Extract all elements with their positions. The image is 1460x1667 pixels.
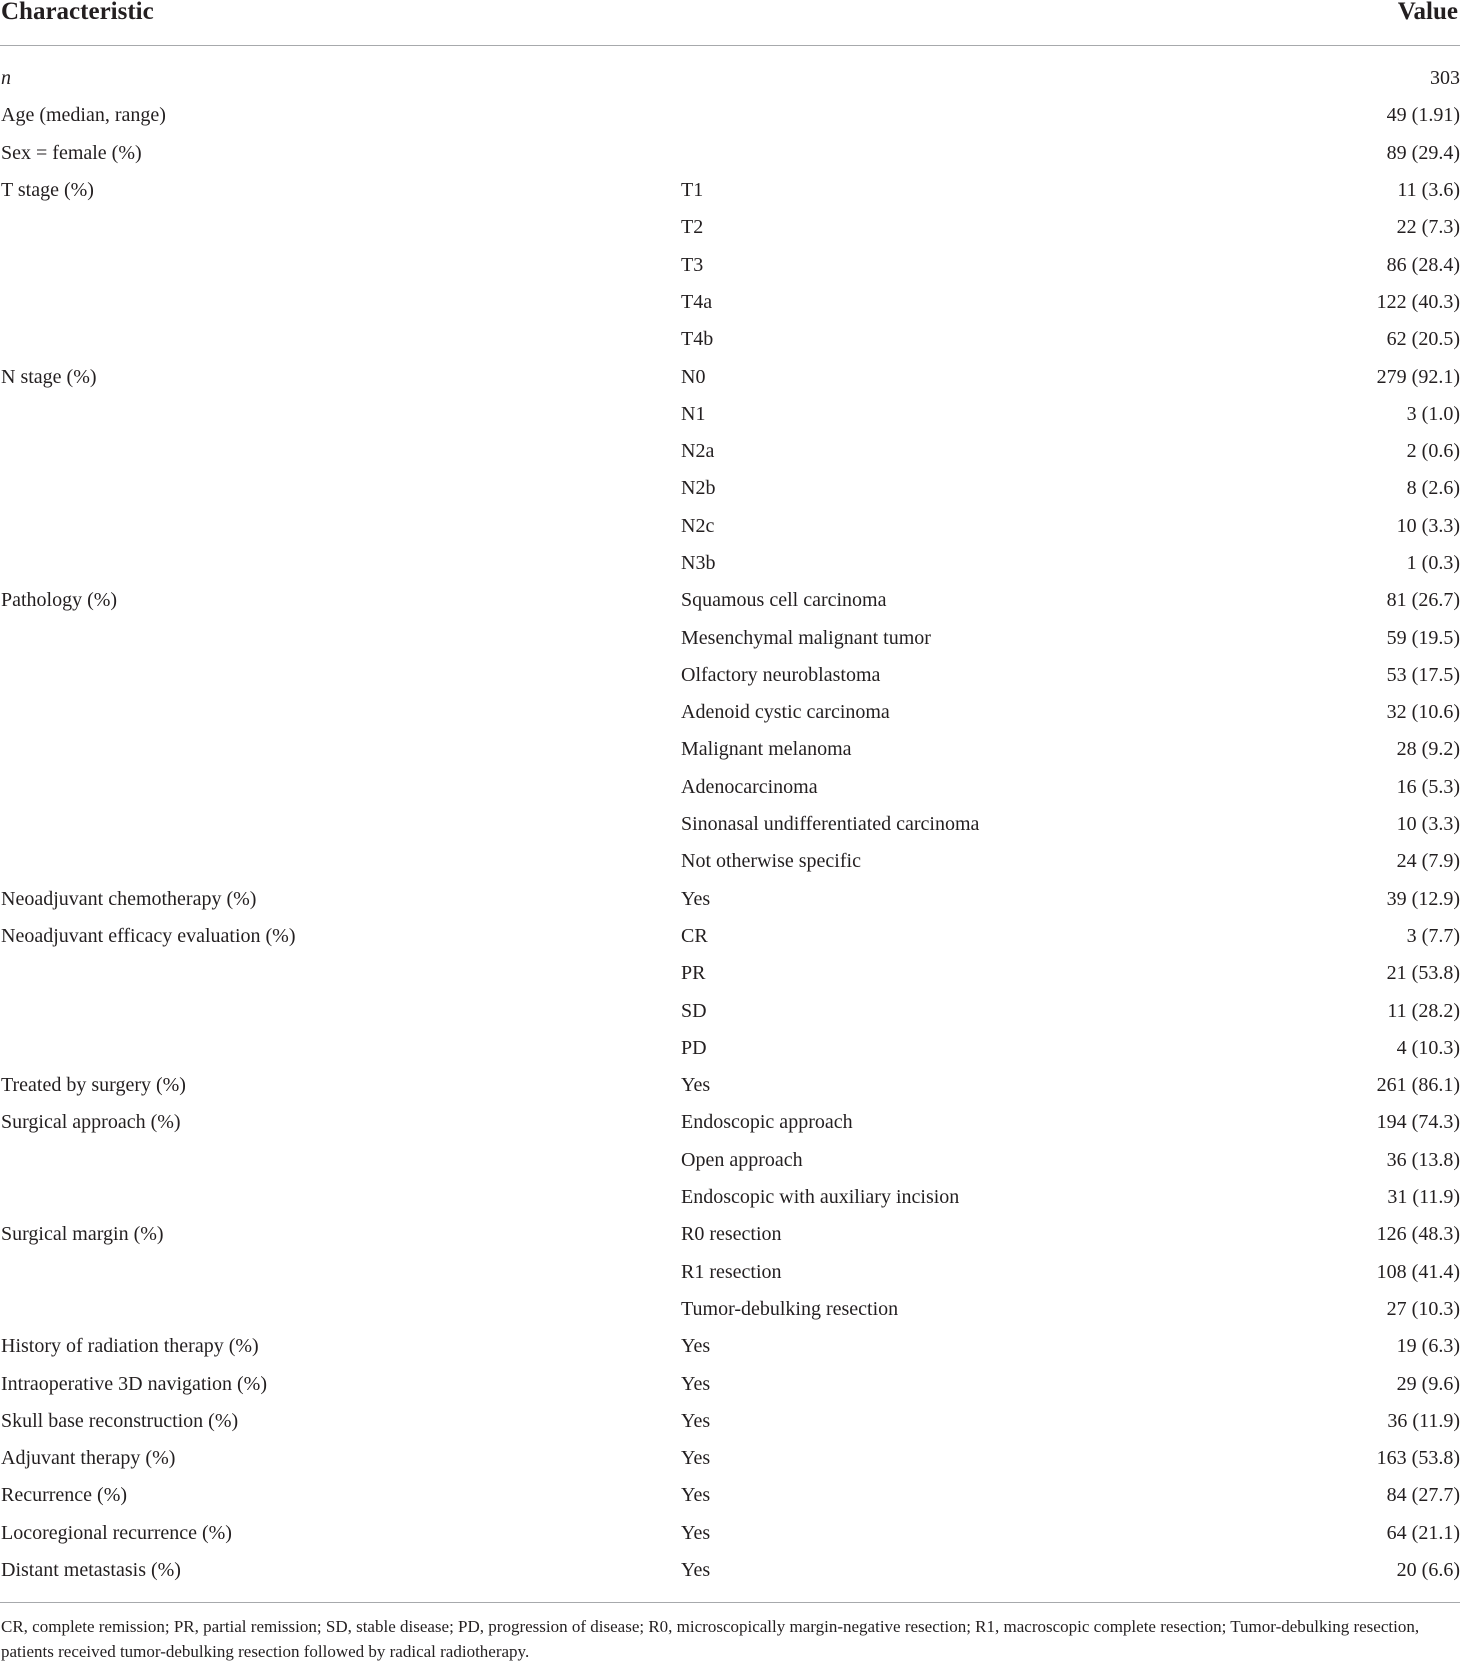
cell-value: 3 (1.0) [1406, 402, 1460, 425]
cell-characteristic [0, 284, 681, 321]
cell-subgroup: Yes [681, 1372, 711, 1395]
cell-subgroup: N3b [681, 552, 716, 574]
table-row [0, 1030, 1460, 1067]
cell-subgroup [681, 97, 1281, 134]
cell-value: 194 (74.3) [1376, 1111, 1460, 1134]
cell-value-wrapper [1281, 396, 1460, 433]
table-row [0, 358, 1460, 395]
cell-subgroup: Yes [681, 887, 711, 910]
cell-subgroup: T4b [681, 328, 714, 351]
cell-value: 10 (3.3) [1396, 813, 1460, 836]
cell-subgroup: T2 [681, 216, 704, 239]
cell-value-wrapper [1281, 1254, 1460, 1291]
header-subgroup [681, 0, 1281, 46]
cell-value: 36 (11.9) [1387, 1409, 1460, 1432]
cell-subgroup: Yes [681, 1074, 711, 1097]
cell-characteristic: Recurrence (%) [1, 1484, 128, 1507]
cell-value-wrapper [1281, 545, 1460, 582]
cell-value: 19 (6.3) [1396, 1335, 1460, 1358]
cell-subgroup: Tumor-debulking resection [681, 1297, 899, 1320]
cell-characteristic [0, 321, 681, 358]
table-row [0, 60, 1460, 97]
table-row [0, 769, 1460, 806]
table-header-row [0, 0, 1460, 46]
header-characteristic: Characteristic [0, 0, 681, 46]
cell-characteristic: Pathology (%) [1, 589, 118, 612]
cell-characteristic [0, 1030, 681, 1067]
cell-value: 29 (9.6) [1396, 1372, 1460, 1395]
cell-characteristic [0, 806, 681, 843]
cell-value-wrapper [1281, 843, 1460, 880]
table-row [0, 470, 1460, 507]
cell-value: 81 (26.7) [1386, 589, 1460, 612]
cell-value: 122 (40.3) [1376, 290, 1460, 313]
cell-value: 16 (5.3) [1396, 775, 1460, 798]
cell-value: 27 (10.3) [1386, 1297, 1460, 1320]
cell-value-wrapper [1281, 1328, 1460, 1365]
cell-subgroup: Yes [681, 1484, 711, 1507]
cell-subgroup: Adenocarcinoma [681, 775, 818, 798]
cell-characteristic [0, 657, 681, 694]
table-row [0, 545, 1460, 582]
cell-value: 53 (17.5) [1386, 663, 1460, 686]
cell-characteristic [0, 1291, 681, 1328]
cell-subgroup: N0 [681, 365, 706, 388]
cell-value: 3 (7.7) [1406, 924, 1460, 947]
cell-subgroup: Yes [681, 1335, 711, 1358]
cell-characteristic [0, 731, 681, 768]
cell-value-wrapper [1281, 694, 1460, 731]
cell-characteristic [0, 1254, 681, 1291]
table-row [0, 992, 1460, 1029]
cell-value: 49 (1.91) [1386, 104, 1460, 127]
cell-value-wrapper [1281, 433, 1460, 470]
cell-value-wrapper [1281, 1552, 1460, 1589]
table-row [0, 1254, 1460, 1291]
cell-characteristic [0, 433, 681, 470]
cell-characteristic [0, 694, 681, 731]
cell-characteristic: Distant metastasis (%) [1, 1559, 181, 1582]
table-row [0, 881, 1460, 918]
cell-value: 261 (86.1) [1376, 1074, 1460, 1097]
cell-value: 11 (28.2) [1387, 999, 1460, 1022]
cell-characteristic [0, 209, 681, 246]
table-row [0, 619, 1460, 656]
table-row [0, 918, 1460, 955]
cell-subgroup: R1 resection [681, 1260, 782, 1283]
cell-value-wrapper [1281, 97, 1460, 134]
cell-subgroup: Yes [681, 1521, 711, 1544]
cell-value-wrapper [1281, 172, 1460, 209]
table-row [0, 396, 1460, 433]
cell-characteristic [0, 992, 681, 1029]
cell-subgroup: Open approach [681, 1148, 803, 1171]
cell-subgroup: N2c [681, 514, 715, 537]
cell-value-wrapper [1281, 135, 1460, 172]
cell-subgroup: T1 [681, 179, 704, 202]
cell-value-wrapper [1281, 1216, 1460, 1253]
cell-value: 59 (19.5) [1386, 626, 1460, 649]
cell-value-wrapper [1281, 508, 1460, 545]
table-row [0, 1552, 1460, 1589]
cell-value-wrapper [1281, 60, 1460, 97]
cell-value: 28 (9.2) [1396, 738, 1460, 761]
cell-characteristic [0, 619, 681, 656]
cell-value: 108 (41.4) [1376, 1260, 1460, 1283]
cell-subgroup: Malignant melanoma [681, 738, 852, 761]
table-row [0, 955, 1460, 992]
cell-value: 64 (21.1) [1386, 1521, 1460, 1544]
cell-subgroup: Endoscopic with auxiliary incision [681, 1186, 960, 1209]
cell-subgroup: Yes [681, 1559, 711, 1582]
table-row [0, 843, 1460, 880]
cell-value-wrapper [1281, 358, 1460, 395]
table-row [0, 433, 1460, 470]
cell-value: 39 (12.9) [1386, 887, 1460, 910]
cell-value: 62 (20.5) [1386, 328, 1460, 351]
cell-value-wrapper [1281, 881, 1460, 918]
table-row [0, 172, 1460, 209]
table-row [0, 1328, 1460, 1365]
cell-value: 20 (6.6) [1396, 1559, 1460, 1582]
cell-subgroup: Mesenchymal malignant tumor [681, 626, 931, 649]
table-row [0, 284, 1460, 321]
table-row [0, 97, 1460, 134]
table-row [0, 246, 1460, 283]
cell-characteristic: Skull base reconstruction (%) [1, 1409, 239, 1432]
cell-characteristic [0, 545, 681, 582]
table-row [0, 1477, 1460, 1514]
cell-characteristic [0, 955, 681, 992]
cell-value-wrapper [1281, 1365, 1460, 1402]
cell-subgroup: Sinonasal undifferentiated carcinoma [681, 813, 980, 836]
table-row [0, 1104, 1460, 1141]
cell-subgroup: Not otherwise specific [681, 850, 861, 873]
cell-value: 10 (3.3) [1396, 514, 1460, 537]
table-row [0, 1216, 1460, 1253]
cell-characteristic: Locoregional recurrence (%) [1, 1521, 232, 1544]
cell-characteristic: Adjuvant therapy (%) [1, 1447, 176, 1470]
cell-value-wrapper [1281, 1067, 1460, 1104]
cell-subgroup: T3 [681, 253, 704, 276]
cell-value: 4 (10.3) [1396, 1036, 1460, 1059]
cell-characteristic: Treated by surgery (%) [1, 1074, 186, 1097]
cell-characteristic [0, 396, 681, 433]
cell-characteristic: History of radiation therapy (%) [1, 1335, 259, 1358]
table-row [0, 1142, 1460, 1179]
header-spacer [0, 46, 1460, 61]
table-row [0, 508, 1460, 545]
cell-value-wrapper [1281, 1291, 1460, 1328]
cell-value-wrapper [1281, 769, 1460, 806]
cell-subgroup: PD [681, 1036, 707, 1059]
cell-value: 126 (48.3) [1376, 1223, 1460, 1246]
cell-value: 303 [1430, 67, 1460, 90]
cell-subgroup [681, 60, 1281, 97]
cell-subgroup: PR [681, 962, 706, 985]
table-row [0, 694, 1460, 731]
table-row [0, 582, 1460, 619]
table-row [0, 321, 1460, 358]
table-row [0, 1365, 1460, 1402]
cell-value-wrapper [1281, 1515, 1460, 1552]
cell-value: 1 (0.3) [1406, 552, 1460, 574]
cell-characteristic [0, 1142, 681, 1179]
cell-subgroup [681, 135, 1281, 172]
cell-value-wrapper [1281, 470, 1460, 507]
cell-characteristic [0, 843, 681, 880]
cell-value: 86 (28.4) [1386, 253, 1460, 276]
cell-value: 24 (7.9) [1396, 850, 1460, 873]
cell-subgroup: N1 [681, 402, 706, 425]
cell-subgroup: CR [681, 924, 708, 947]
table-row [0, 731, 1460, 768]
table-row [0, 1440, 1460, 1477]
cell-characteristic: Sex = female (%) [1, 141, 142, 164]
cell-value-wrapper [1281, 1179, 1460, 1216]
cell-value-wrapper [1281, 1030, 1460, 1067]
cell-value-wrapper [1281, 1142, 1460, 1179]
cell-value-wrapper [1281, 918, 1460, 955]
cell-value-wrapper [1281, 284, 1460, 321]
cell-characteristic: Surgical approach (%) [1, 1111, 181, 1134]
table-row [0, 657, 1460, 694]
cell-subgroup: T4a [681, 290, 713, 313]
footnote-divider [0, 1602, 1460, 1603]
table-row [0, 1515, 1460, 1552]
cell-characteristic [0, 246, 681, 283]
cell-value: 32 (10.6) [1386, 701, 1460, 724]
cell-value-wrapper [1281, 1403, 1460, 1440]
cell-value: 89 (29.4) [1386, 141, 1460, 164]
table-footnote: CR, complete remission; PR, partial remission; SD, stable disease; PD, progression of disease; R0, microscopically margin-negative resection; R1, macroscopic complete resection; Tumor-debulking resection, patients received tumor-debulking resection followed by radical radiotherapy. [1, 1617, 1420, 1661]
cell-subgroup: Olfactory neuroblastoma [681, 663, 881, 686]
table-row [0, 209, 1460, 246]
cell-subgroup: Squamous cell carcinoma [681, 589, 887, 612]
cell-characteristic [0, 470, 681, 507]
cell-subgroup: Yes [681, 1447, 711, 1470]
cell-value: 279 (92.1) [1376, 365, 1460, 388]
cell-value: 11 (3.6) [1397, 179, 1460, 202]
cell-value: 163 (53.8) [1376, 1447, 1460, 1470]
cell-characteristic: N stage (%) [1, 365, 97, 388]
cell-characteristic: Neoadjuvant chemotherapy (%) [1, 887, 257, 910]
cell-characteristic: Surgical margin (%) [1, 1223, 164, 1246]
cell-characteristic [0, 1179, 681, 1216]
cell-value-wrapper [1281, 731, 1460, 768]
cell-value-wrapper [1281, 1477, 1460, 1514]
cell-value-wrapper [1281, 955, 1460, 992]
header-value: Value [1281, 0, 1460, 46]
cell-value: 31 (11.9) [1387, 1186, 1460, 1209]
cell-subgroup: N2a [681, 440, 715, 463]
cell-characteristic [0, 769, 681, 806]
cell-value-wrapper [1281, 619, 1460, 656]
cell-subgroup: Endoscopic approach [681, 1111, 853, 1134]
cell-characteristic: n [1, 67, 11, 90]
cell-value: 36 (13.8) [1386, 1148, 1460, 1171]
table-row [0, 806, 1460, 843]
cell-characteristic [0, 508, 681, 545]
cell-subgroup: SD [681, 999, 707, 1022]
cell-value-wrapper [1281, 992, 1460, 1029]
cell-subgroup: R0 resection [681, 1223, 782, 1246]
cell-characteristic: Intraoperative 3D navigation (%) [1, 1372, 268, 1395]
cell-subgroup: N2b [681, 477, 716, 500]
table-row [0, 1291, 1460, 1328]
cell-value: 22 (7.3) [1396, 216, 1460, 239]
cell-value-wrapper [1281, 1104, 1460, 1141]
table-row [0, 1067, 1460, 1104]
cell-value: 2 (0.6) [1406, 440, 1460, 463]
cell-value-wrapper [1281, 321, 1460, 358]
table-row [0, 135, 1460, 172]
cell-value-wrapper [1281, 806, 1460, 843]
cell-value-wrapper [1281, 657, 1460, 694]
cell-characteristic: T stage (%) [1, 179, 94, 202]
cell-value-wrapper [1281, 209, 1460, 246]
cell-value: 21 (53.8) [1386, 962, 1460, 985]
cell-value: 84 (27.7) [1386, 1484, 1460, 1507]
cell-value-wrapper [1281, 246, 1460, 283]
cell-characteristic: Neoadjuvant efficacy evaluation (%) [1, 924, 296, 947]
cell-value: 8 (2.6) [1406, 477, 1460, 500]
cell-characteristic: Age (median, range) [1, 104, 166, 127]
table-row [0, 1403, 1460, 1440]
cell-subgroup: Yes [681, 1409, 711, 1432]
table-body [0, 46, 1460, 1590]
cell-value-wrapper [1281, 582, 1460, 619]
cell-value-wrapper [1281, 1440, 1460, 1477]
cell-subgroup: Adenoid cystic carcinoma [681, 701, 890, 724]
table-row [0, 1179, 1460, 1216]
